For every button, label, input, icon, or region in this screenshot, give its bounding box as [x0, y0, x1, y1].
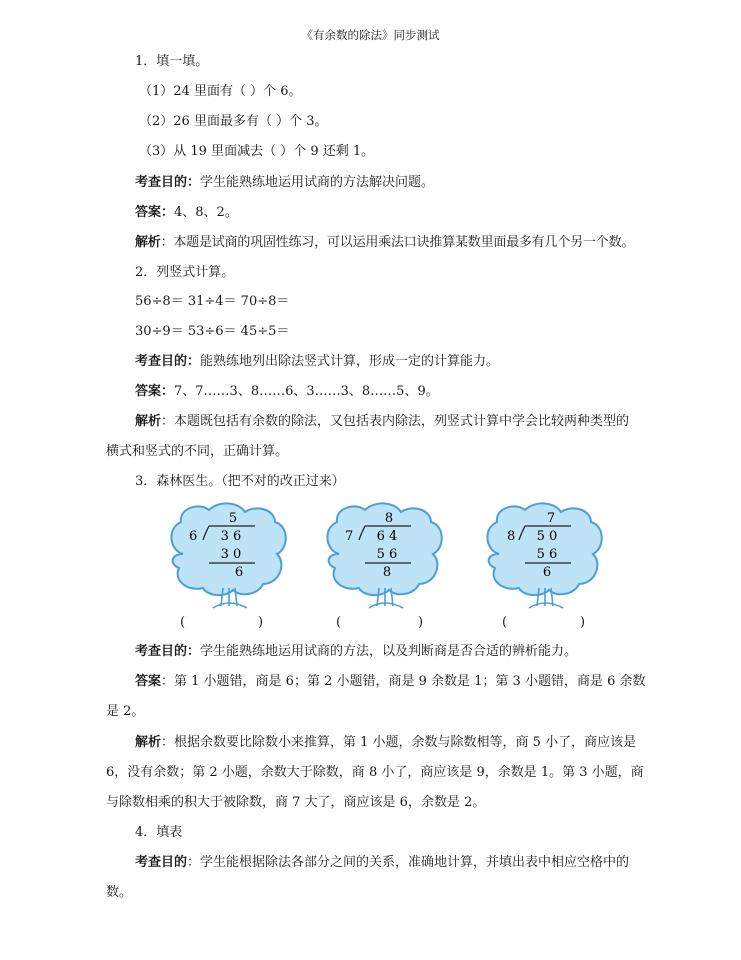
tree-1-remainder: 6 — [234, 565, 244, 580]
q1-purpose — [135, 174, 434, 192]
q3-analysis-line-1 — [135, 734, 636, 752]
q2-analysis-text-1: ：本题既包括有余数的除法，又包括表内除法，列竖式计算中学会比较两种类型的 — [161, 414, 630, 429]
q1-item-3: （3）从 19 里面减去（ ）个 9 还剩 1。 — [139, 144, 375, 159]
q2-heading: 2．列竖式计算。 — [135, 265, 235, 280]
q3-analysis-line-3: 与除数相乘的积大于被除数，商 7 大了，商应该是 6，余数是 2。 — [106, 795, 486, 810]
q2-purpose-text: 能熟练地列出除法竖式计算，形成一定的计算能力。 — [200, 354, 500, 369]
q2-purpose-label: 考查目的： — [135, 354, 201, 369]
tree-2-remainder: 8 — [382, 565, 392, 580]
q3-answer-line-2: 是 2。 — [106, 704, 145, 719]
q1-purpose-text: 学生能熟练地运用试商的方法解决问题。 — [200, 175, 435, 190]
tree-3-quotient: 7 — [546, 511, 556, 526]
tree-2-dividend: 6 4 — [376, 529, 398, 544]
tree-3-blank-close: ) — [580, 615, 586, 630]
q3-answer-label: 答案 — [135, 674, 162, 689]
tree-3 — [487, 503, 601, 608]
q4-purpose-line-1 — [135, 854, 629, 872]
q2-row-1: 56÷8＝ 31÷4＝ 70÷8＝ — [135, 294, 290, 309]
tree-1-divisor: 6 — [189, 529, 198, 544]
q4-purpose-line-2: 数。 — [106, 885, 133, 900]
q4-purpose-text-1: ：学生能根据除法各部分之间的关系，准确地计算，并填出表中相应空格中的 — [187, 855, 630, 870]
tree-2 — [327, 503, 441, 608]
q2-analysis-label: 解析 — [135, 414, 162, 429]
tree-3-remainder: 6 — [542, 565, 552, 580]
q3-answer-text-1: ：第 1 小题错，商是 6；第 2 小题错，商是 9 余数是 1；第 3 小题错，商是 6 余数 — [161, 674, 646, 689]
tree-3-blank-open: ( — [502, 615, 508, 630]
q1-analysis-text: ：本题是试商的巩固性练习，可以运用乘法口诀推算某数里面最多有几个另一个数。 — [160, 235, 635, 250]
q3-purpose-label: 考查目的： — [135, 644, 201, 659]
q1-analysis — [135, 234, 634, 252]
tree-2-product: 5 6 — [376, 547, 398, 562]
q3-purpose-text: 学生能熟练地运用试商的方法，以及判断商是否合适的辨析能力。 — [200, 644, 578, 659]
q1-purpose-label: 考查目的： — [135, 175, 201, 190]
q1-answer — [135, 204, 238, 222]
q1-item-2: （2）26 里面最多有（ ）个 3。 — [139, 114, 328, 129]
q3-heading: 3．森林医生。（把不对的改正过来） — [135, 474, 345, 489]
q3-purpose — [135, 643, 577, 661]
tree-1-blank-open: ( — [180, 615, 186, 630]
tree-3-divisor: 8 — [507, 529, 516, 544]
tree-1 — [171, 503, 285, 608]
tree-3-product: 5 6 — [536, 547, 558, 562]
q2-purpose — [135, 353, 499, 371]
tree-2-blank-close: ) — [418, 615, 424, 630]
q1-answer-label: 答案： — [135, 205, 175, 220]
q3-analysis-line-2: 6，没有余数；第 2 小题，余数大于除数，商 8 小了，商应该是 9，余数是 1。第 3 小题，商 — [106, 765, 644, 780]
q2-analysis-line-2: 横式和竖式的不同，正确计算。 — [106, 444, 289, 459]
q3-analysis-label: 解析 — [135, 735, 162, 750]
tree-3-dividend: 5 0 — [536, 529, 558, 544]
q2-answer-text: 7、7……3、8……6、3……3、8……5、9。 — [174, 384, 439, 399]
forest-doctor-figure — [155, 498, 617, 634]
tree-2-blank-open: ( — [336, 615, 342, 630]
q2-answer-label: 答案： — [135, 384, 175, 399]
tree-1-product: 3 0 — [220, 547, 242, 562]
q3-analysis-text-1: ：根据余数要比除数小来推算，第 1 小题，余数与除数相等，商 5 小了，商应该是 — [161, 735, 637, 750]
tree-1-dividend: 3 6 — [220, 529, 242, 544]
q2-analysis-line-1 — [135, 413, 629, 431]
tree-2-divisor: 7 — [345, 529, 354, 544]
q3-answer-line-1 — [135, 673, 646, 691]
q4-purpose-label: 考查目的 — [135, 855, 188, 870]
tree-2-quotient: 8 — [384, 511, 394, 526]
q2-answer — [135, 383, 439, 401]
tree-1-quotient: 5 — [228, 511, 238, 526]
q1-analysis-label: 解析 — [135, 235, 161, 250]
page-title: 《有余数的除法》同步测试 — [301, 28, 440, 42]
q1-item-1: （1）24 里面有（ ）个 6。 — [139, 84, 302, 99]
q1-answer-text: 4、8、2。 — [174, 205, 238, 220]
tree-1-blank-close: ) — [258, 615, 264, 630]
q2-row-2: 30÷9＝ 53÷6＝ 45÷5＝ — [135, 324, 290, 339]
q4-heading: 4．填表 — [135, 825, 183, 840]
q1-heading: 1．填一填。 — [135, 54, 209, 69]
